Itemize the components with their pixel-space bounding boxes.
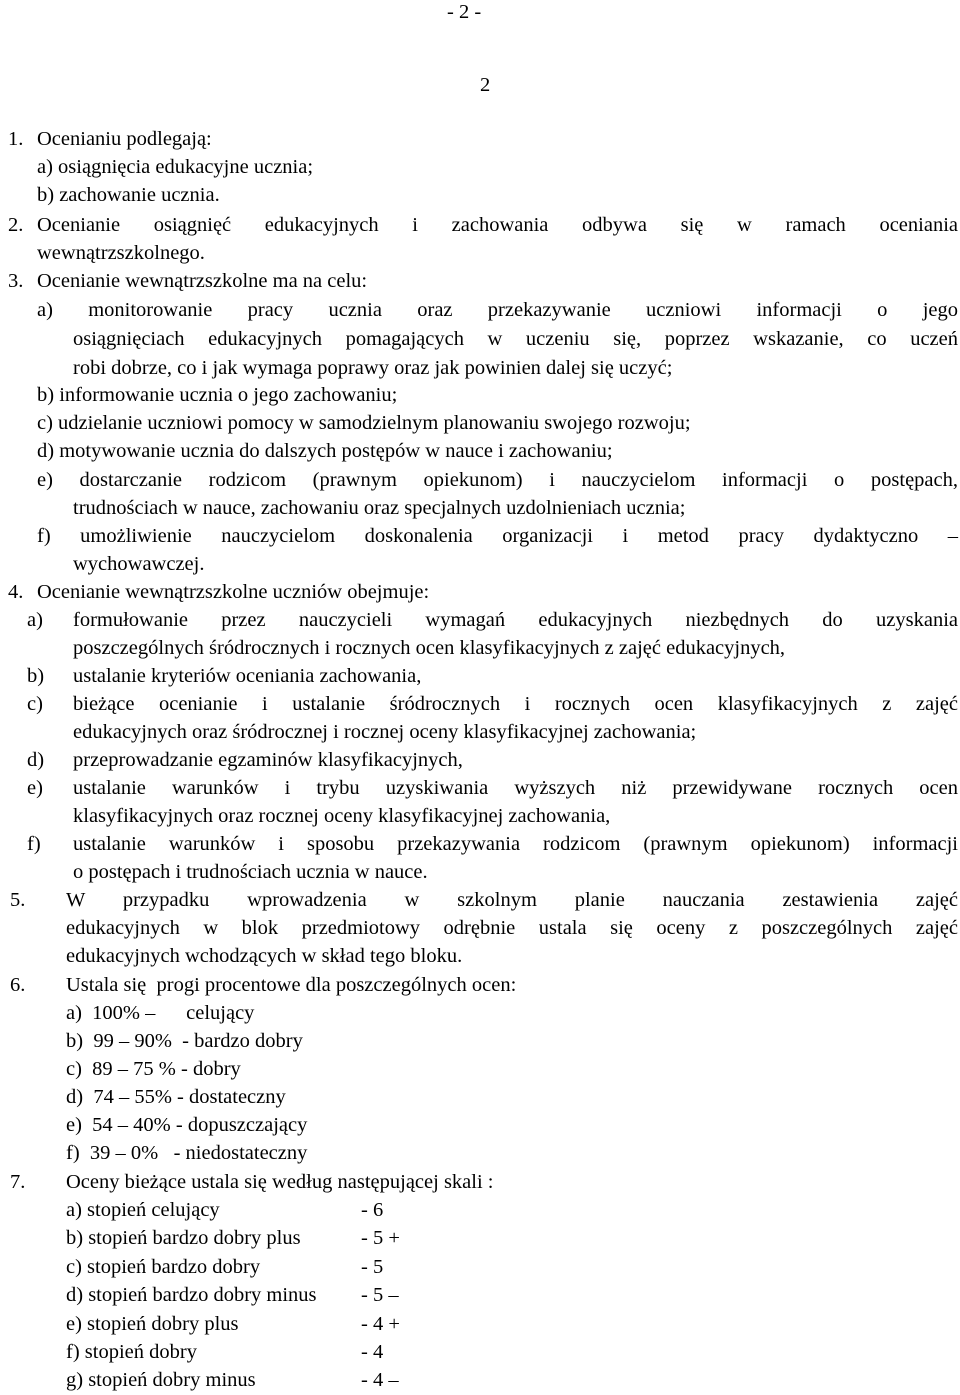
item3-a-line1: a) monitorowanie pracy ucznia oraz przekazywanie uczniowi informacji o jego	[37, 299, 958, 321]
item3-f-line2: wychowawczej.	[73, 553, 205, 575]
section-number: 2	[480, 74, 491, 96]
item4-number: 4.	[8, 581, 24, 603]
scale-row-label: c) stopień bardzo dobry	[66, 1256, 261, 1278]
scale-row-mark: - 5 –	[361, 1284, 399, 1306]
item4-a-label: a)	[27, 609, 43, 631]
item1-b: b) zachowanie ucznia.	[37, 184, 220, 206]
item4-a-line1: formułowanie przez nauczycieli wymagań edukacyjnych niezbędnych do uzyskania	[73, 609, 958, 631]
item3-e-line1: e) dostarczanie rodzicom (prawnym opiekunom) i nauczycielom informacji o postępach,	[37, 469, 958, 491]
item1-number: 1.	[8, 128, 24, 150]
page-header: - 2 -	[447, 1, 482, 23]
item4-title: Ocenianie wewnątrzszkolne uczniów obejmuje:	[37, 581, 430, 603]
item4-d-label: d)	[27, 749, 45, 771]
item4-e-line2: klasyfikacyjnych oraz rocznej oceny klasyfikacyjnej zachowania,	[73, 805, 611, 827]
item6-b: b) 99 – 90% - bardzo dobry	[66, 1030, 303, 1052]
item2-line2: wewnątrzszkolnego.	[37, 242, 205, 264]
item4-c-label: c)	[27, 693, 43, 715]
item4-b-label: b)	[27, 665, 45, 687]
item3-a-line3: robi dobrze, co i jak wymaga poprawy oraz jak powinien dalej się uczyć;	[73, 357, 673, 379]
scale-row-mark: - 6	[361, 1199, 384, 1221]
scale-row-label: e) stopień dobry plus	[66, 1313, 239, 1335]
item3-c: c) udzielanie uczniowi pomocy w samodzielnym planowaniu swojego rozwoju;	[37, 412, 691, 434]
item3-number: 3.	[8, 270, 24, 292]
item4-e-label: e)	[27, 777, 43, 799]
item7-title: Oceny bieżące ustala się według następującej skali :	[66, 1171, 494, 1193]
item4-d: przeprowadzanie egzaminów klasyfikacyjnych,	[73, 749, 463, 771]
scale-row-mark: - 5 +	[361, 1227, 400, 1249]
item4-e-line1: ustalanie warunków i trybu uzyskiwania wyższych niż przewidywane rocznych ocen	[73, 777, 958, 799]
scale-row-label: a) stopień celujący	[66, 1199, 220, 1221]
item7-number: 7.	[10, 1171, 26, 1193]
item2-number: 2.	[8, 214, 24, 236]
item6-number: 6.	[10, 974, 26, 996]
item6-title: Ustala się progi procentowe dla poszczególnych ocen:	[66, 974, 517, 996]
scale-row-label: g) stopień dobry minus	[66, 1369, 256, 1391]
scale-row-label: b) stopień bardzo dobry plus	[66, 1227, 301, 1249]
item1-a: a) osiągnięcia edukacyjne ucznia;	[37, 156, 314, 178]
item3-f-line1: f) umożliwienie nauczycielom doskonalenia organizacji i metod pracy dydaktyczno –	[37, 525, 958, 547]
item2-line1: Ocenianie osiągnięć edukacyjnych i zachowania odbywa się w ramach oceniania	[37, 214, 958, 236]
item3-d: d) motywowanie ucznia do dalszych postępów w nauce i zachowaniu;	[37, 440, 613, 462]
item4-c-line1: bieżące ocenianie i ustalanie śródrocznych i rocznych ocen klasyfikacyjnych z zajęć	[73, 693, 958, 715]
item4-f-line2: o postępach i trudnościach ucznia w nauce.	[73, 861, 428, 883]
item6-e: e) 54 – 40% - dopuszczający	[66, 1114, 308, 1136]
item4-a-line2: poszczególnych śródrocznych i rocznych ocen klasyfikacyjnych z zajęć edukacyjnych,	[73, 637, 786, 659]
scale-row-mark: - 4 +	[361, 1313, 400, 1335]
item4-f-line1: ustalanie warunków i sposobu przekazywania rodzicom (prawnym opiekunom) informacji	[73, 833, 958, 855]
item3-a-line2: osiągnięciach edukacyjnych pomagających w uczeniu się, poprzez wskazanie, co uczeń	[73, 328, 958, 350]
scale-row-mark: - 5	[361, 1256, 384, 1278]
item5-number: 5.	[10, 889, 26, 911]
item6-a: a) 100% – celujący	[66, 1002, 255, 1024]
item5-line3: edukacyjnych wchodzących w skład tego bloku.	[66, 945, 463, 967]
item6-d: d) 74 – 55% - dostateczny	[66, 1086, 286, 1108]
item6-c: c) 89 – 75 % - dobry	[66, 1058, 241, 1080]
item3-e-line2: trudnościach w nauce, zachowaniu oraz specjalnych uzdolnieniach ucznia;	[73, 497, 686, 519]
item4-c-line2: edukacyjnych oraz śródrocznej i rocznej oceny klasyfikacyjnej zachowania;	[73, 721, 697, 743]
item4-f-label: f)	[27, 833, 41, 855]
item5-line2: edukacyjnych w blok przedmiotowy odrębnie ustala się oceny z poszczególnych zajęć	[66, 917, 958, 939]
item3-b: b) informowanie ucznia o jego zachowaniu;	[37, 384, 398, 406]
item1-title: Ocenianiu podlegają:	[37, 128, 212, 150]
item3-title: Ocenianie wewnątrzszkolne ma na celu:	[37, 270, 368, 292]
scale-row-mark: - 4 –	[361, 1369, 399, 1391]
item6-f: f) 39 – 0% - niedostateczny	[66, 1142, 308, 1164]
item4-b: ustalanie kryteriów oceniania zachowania,	[73, 665, 422, 687]
scale-row-mark: - 4	[361, 1341, 384, 1363]
scale-row-label: d) stopień bardzo dobry minus	[66, 1284, 317, 1306]
item5-line1: W przypadku wprowadzenia w szkolnym planie nauczania zestawienia zajęć	[66, 889, 958, 911]
scale-row-label: f) stopień dobry	[66, 1341, 197, 1363]
